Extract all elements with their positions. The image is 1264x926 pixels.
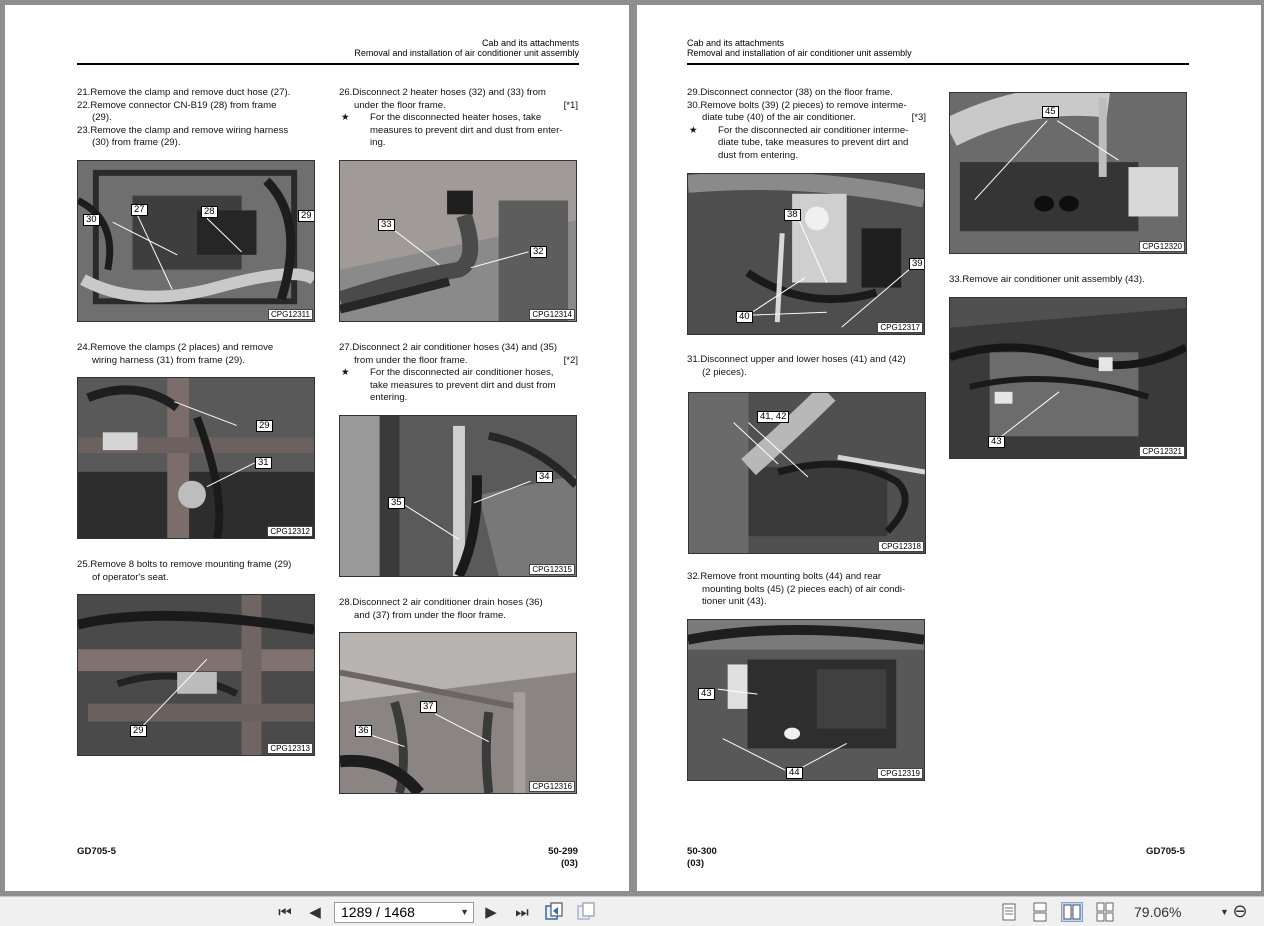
- step-24: [77, 342, 316, 367]
- photo-code: CPG12313: [267, 743, 313, 754]
- step-32-cont: tioner unit (43).: [702, 596, 767, 607]
- step-25-text: 25.Remove 8 bolts to remove mounting frame (29): [77, 559, 292, 570]
- photo-code: CPG12316: [529, 781, 575, 792]
- photo-code: CPG12314: [529, 309, 575, 320]
- callout-36: 36: [355, 725, 372, 737]
- step-25-cont: of operator's seat.: [92, 571, 169, 583]
- callout-30: 30: [83, 214, 100, 226]
- next-view-icon[interactable]: [575, 902, 597, 922]
- callout-40: 40: [736, 311, 753, 323]
- chevron-down-icon[interactable]: ▼: [1220, 907, 1229, 917]
- photo-cpg12313: [77, 594, 315, 756]
- facing-pages-icon[interactable]: [1061, 902, 1083, 922]
- callout-34: 34: [536, 471, 553, 483]
- header-title: Removal and installation of air conditioner unit assembly: [354, 48, 579, 58]
- header-section: Cab and its attachments: [481, 38, 579, 48]
- callout-43: 43: [988, 436, 1005, 448]
- callout-33: 33: [378, 219, 395, 231]
- photo-code: CPG12311: [268, 309, 313, 320]
- previous-view-icon[interactable]: [543, 902, 565, 922]
- zoom-value: 79.06%: [1134, 904, 1182, 920]
- callout-31: 31: [255, 457, 272, 469]
- step-26-cont-text: under the floor frame.: [354, 99, 446, 111]
- step-26-cont: [339, 100, 578, 113]
- step-30: 30.Remove bolts (39) (2 pieces) to remove interme-: [687, 99, 907, 111]
- photo-cpg12314: [339, 160, 577, 322]
- callout-28: 28: [201, 206, 218, 218]
- revision: (03): [560, 858, 578, 869]
- step-26-text: 26.Disconnect 2 heater hoses (32) and (33) from: [339, 87, 546, 98]
- photo-cpg12312: [77, 377, 315, 539]
- callout-44: 44: [786, 767, 803, 779]
- step-27-cont-text: from under the floor frame.: [354, 354, 468, 366]
- star-icon: ★: [341, 112, 350, 123]
- step-28: [339, 597, 578, 622]
- step-25: [77, 559, 316, 584]
- footer-model: GD705-5: [1146, 846, 1185, 857]
- callout-38: 38: [784, 209, 801, 221]
- note-line: For the disconnected heater hoses, take: [370, 112, 542, 123]
- header-rule: [77, 63, 579, 65]
- single-page-icon[interactable]: [998, 902, 1020, 922]
- callout-41-42: 41, 42: [757, 411, 789, 423]
- reference-mark: [*3]: [911, 112, 926, 123]
- step-27-note: [339, 367, 578, 405]
- photo-cpg12319: [687, 619, 925, 781]
- reference-mark: [*2]: [563, 354, 578, 366]
- footer-page-number: [687, 846, 717, 870]
- photo-code: CPG12312: [267, 526, 313, 537]
- navigation-toolbar: [0, 896, 1264, 926]
- header-rule: [687, 63, 1189, 65]
- callout-35: 35: [388, 497, 405, 509]
- note-line: entering.: [370, 392, 408, 403]
- callout-29: 29: [256, 420, 273, 432]
- step-22: 22.Remove connector CN-B19 (28) from frame: [77, 99, 277, 111]
- page-header: [687, 38, 1189, 58]
- step-31-text: 31.Disconnect upper and lower hoses (41) and (42): [687, 354, 906, 365]
- page-number-input[interactable]: [334, 902, 474, 923]
- photo-cpg12320: [949, 92, 1187, 254]
- note-line: dust from entering.: [718, 149, 798, 161]
- page-header: [77, 38, 579, 58]
- step-27: [339, 342, 578, 405]
- photo-cpg12316: [339, 632, 577, 794]
- step-24-text: 24.Remove the clamps (2 places) and remove: [77, 342, 274, 353]
- callout-29: 29: [298, 210, 315, 222]
- first-page-icon[interactable]: ⏮: [278, 903, 292, 921]
- header-section: Cab and its attachments: [687, 38, 785, 48]
- reference-mark: [*1]: [563, 99, 578, 111]
- step-32-text: 32.Remove front mounting bolts (44) and rear: [687, 571, 882, 582]
- note-line: For the disconnected air conditioner interme-: [718, 124, 909, 136]
- step-27-text: 27.Disconnect 2 air conditioner hoses (34) and (35): [339, 342, 558, 353]
- photo-code: CPG12320: [1139, 241, 1185, 252]
- chevron-down-icon[interactable]: ▼: [460, 907, 469, 917]
- step-31: [687, 354, 926, 379]
- step-29: 29.Disconnect connector (38) on the floor frame.: [687, 87, 893, 98]
- photo-code: CPG12318: [878, 541, 924, 552]
- callout-37: 37: [420, 701, 437, 713]
- continuous-page-icon[interactable]: [1029, 902, 1051, 922]
- step-33: [949, 274, 1188, 287]
- photo-code: CPG12319: [877, 768, 923, 779]
- callout-27: 27: [131, 204, 148, 216]
- photo-cpg12315: [339, 415, 577, 577]
- callout-43: 43: [698, 688, 715, 700]
- star-icon: ★: [689, 124, 698, 136]
- step-24-cont: wiring harness (31) from frame (29).: [92, 354, 246, 366]
- steps-29-30: [687, 87, 926, 162]
- continuous-facing-icon[interactable]: [1094, 902, 1116, 922]
- next-page-icon[interactable]: ▶: [485, 903, 497, 921]
- photo-cpg12321: [949, 297, 1187, 459]
- note-line: ing.: [370, 137, 386, 148]
- photo-code: CPG12315: [529, 564, 575, 575]
- revision: (03): [687, 858, 705, 869]
- zoom-select[interactable]: [1134, 902, 1229, 922]
- step-27-cont: [339, 355, 578, 368]
- left-page: [5, 5, 629, 891]
- step-26-note: [339, 112, 578, 150]
- callout-39: 39: [909, 258, 925, 270]
- step-28-text: 28.Disconnect 2 air conditioner drain hoses (36): [339, 597, 543, 608]
- callout-45: 45: [1042, 106, 1059, 118]
- step-31-cont: (2 pieces).: [702, 366, 747, 378]
- callout-32: 32: [530, 246, 547, 258]
- step-23-cont: (30) from frame (29).: [92, 137, 181, 148]
- page-number: 50-300: [687, 846, 717, 857]
- header-title: Removal and installation of air conditioner unit assembly: [687, 48, 912, 58]
- photo-code: CPG12317: [877, 322, 923, 333]
- step-30-cont-text: diate tube (40) of the air conditioner.: [702, 112, 856, 123]
- star-icon: ★: [341, 367, 350, 378]
- step-32: [687, 571, 926, 609]
- steps-21-23: [77, 87, 316, 150]
- note-line: For the disconnected air conditioner hoses,: [370, 367, 554, 378]
- step-28-cont: and (37) from under the floor frame.: [354, 609, 506, 621]
- step-33-text: 33.Remove air conditioner unit assembly (43).: [949, 274, 1145, 285]
- footer-page-number: [545, 846, 578, 870]
- footer-model: GD705-5: [77, 846, 116, 857]
- photo-cpg12318: [688, 392, 926, 554]
- step-30-note: [687, 125, 926, 163]
- step-32-cont: mounting bolts (45) (2 pieces each) of air condi-: [702, 583, 906, 595]
- step-30-cont: [687, 112, 926, 125]
- note-line: take measures to prevent dirt and dust from: [370, 379, 556, 391]
- page-number: 50-299: [548, 846, 578, 857]
- page-number-value: 1289 / 1468: [341, 904, 415, 920]
- callout-29: 29: [130, 725, 147, 737]
- note-line: diate tube, take measures to prevent dirt and: [718, 137, 909, 148]
- photo-cpg12317: [687, 173, 925, 335]
- step-21: 21.Remove the clamp and remove duct hose (27).: [77, 87, 291, 98]
- step-26: [339, 87, 578, 150]
- previous-page-icon[interactable]: ◀: [309, 903, 321, 921]
- last-page-icon[interactable]: ⏭: [515, 903, 529, 921]
- zoom-out-icon[interactable]: ⊖: [1232, 901, 1248, 922]
- right-page: [637, 5, 1261, 891]
- photo-cpg12311: [77, 160, 315, 322]
- step-23: 23.Remove the clamp and remove wiring harness: [77, 124, 289, 136]
- photo-code: CPG12321: [1139, 446, 1185, 457]
- note-line: measures to prevent dirt and dust from enter-: [370, 124, 563, 136]
- step-22-cont: (29).: [92, 112, 112, 123]
